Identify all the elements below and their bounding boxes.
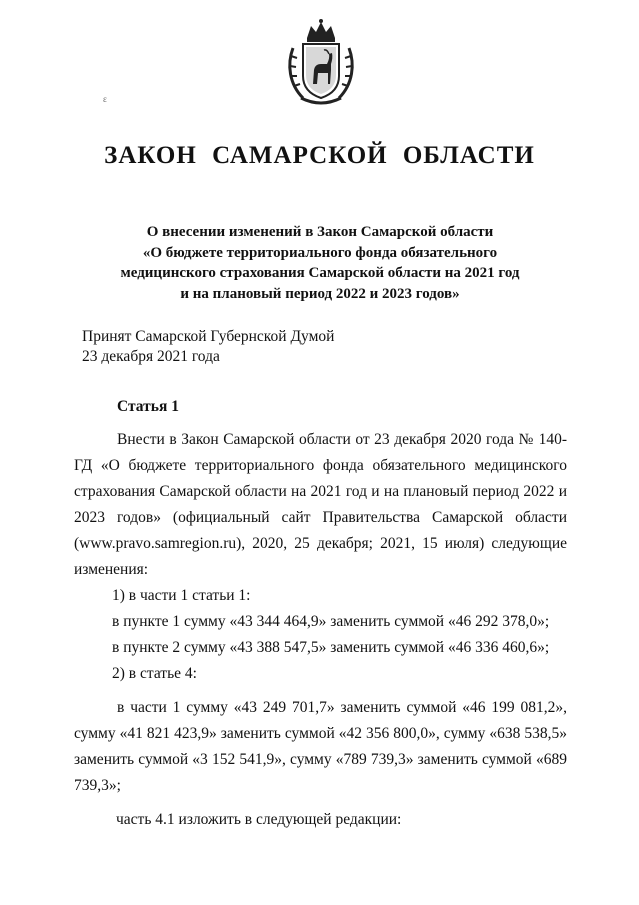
amendment-item: часть 4.1 изложить в следующей редакции:	[116, 811, 402, 828]
amendment-paragraph: в части 1 сумму «43 249 701,7» заменить суммой «46 199 081,2», сумму «41 821 423,9» заменить суммой «42 356 800,0», сумму «638 538,5» заменить суммой «3 152 541,9», сумму «789 739,3» заменить суммой «689 739,3»;	[74, 699, 567, 794]
law-subtitle	[80, 222, 560, 304]
amendment-item: 1) в части 1 статьи 1:	[112, 587, 251, 604]
subtitle-line: «О бюджете территориального фонда обязательного	[142, 244, 498, 261]
scan-speck: ε	[103, 94, 107, 104]
amendment-point: в пункте 2 сумму «43 388 547,5» заменить суммой «46 336 460,6»;	[112, 639, 550, 656]
subtitle-line: О внесении изменений в Закон Самарской области	[146, 224, 494, 240]
article-title: Статья 1	[117, 398, 179, 415]
article-body	[74, 427, 567, 833]
subtitle-line: и на плановый период 2022 и 2023 годов»	[180, 285, 460, 302]
adoption-date: 23 декабря 2021 года	[82, 348, 220, 365]
adopted-by: Принят Самарской Губернской Думой	[82, 328, 335, 345]
article-paragraph: Внести в Закон Самарской области от 23 декабря 2020 года № 140-ГД «О бюджете территориального фонда обязательного медицинского страхования Самарской области на 2021 год и на плановый период 2022 и 2023 годов» (официальный сайт Правительства Самарской области (www.pravo.samregion.ru), 2020, 25 декабря; 2021, 15 июля) следующие изменения:	[74, 431, 567, 578]
law-title: ЗАКОН САМАРСКОЙ ОБЛАСТИ	[104, 142, 535, 169]
amendment-point: в пункте 1 сумму «43 344 464,9» заменить суммой «46 292 378,0»;	[112, 613, 550, 630]
amendment-item: 2) в статье 4:	[112, 665, 197, 682]
samara-coat-of-arms-icon	[283, 18, 359, 106]
subtitle-line: медицинского страхования Самарской области на 2021 год	[120, 265, 520, 281]
adoption-info	[82, 327, 334, 367]
